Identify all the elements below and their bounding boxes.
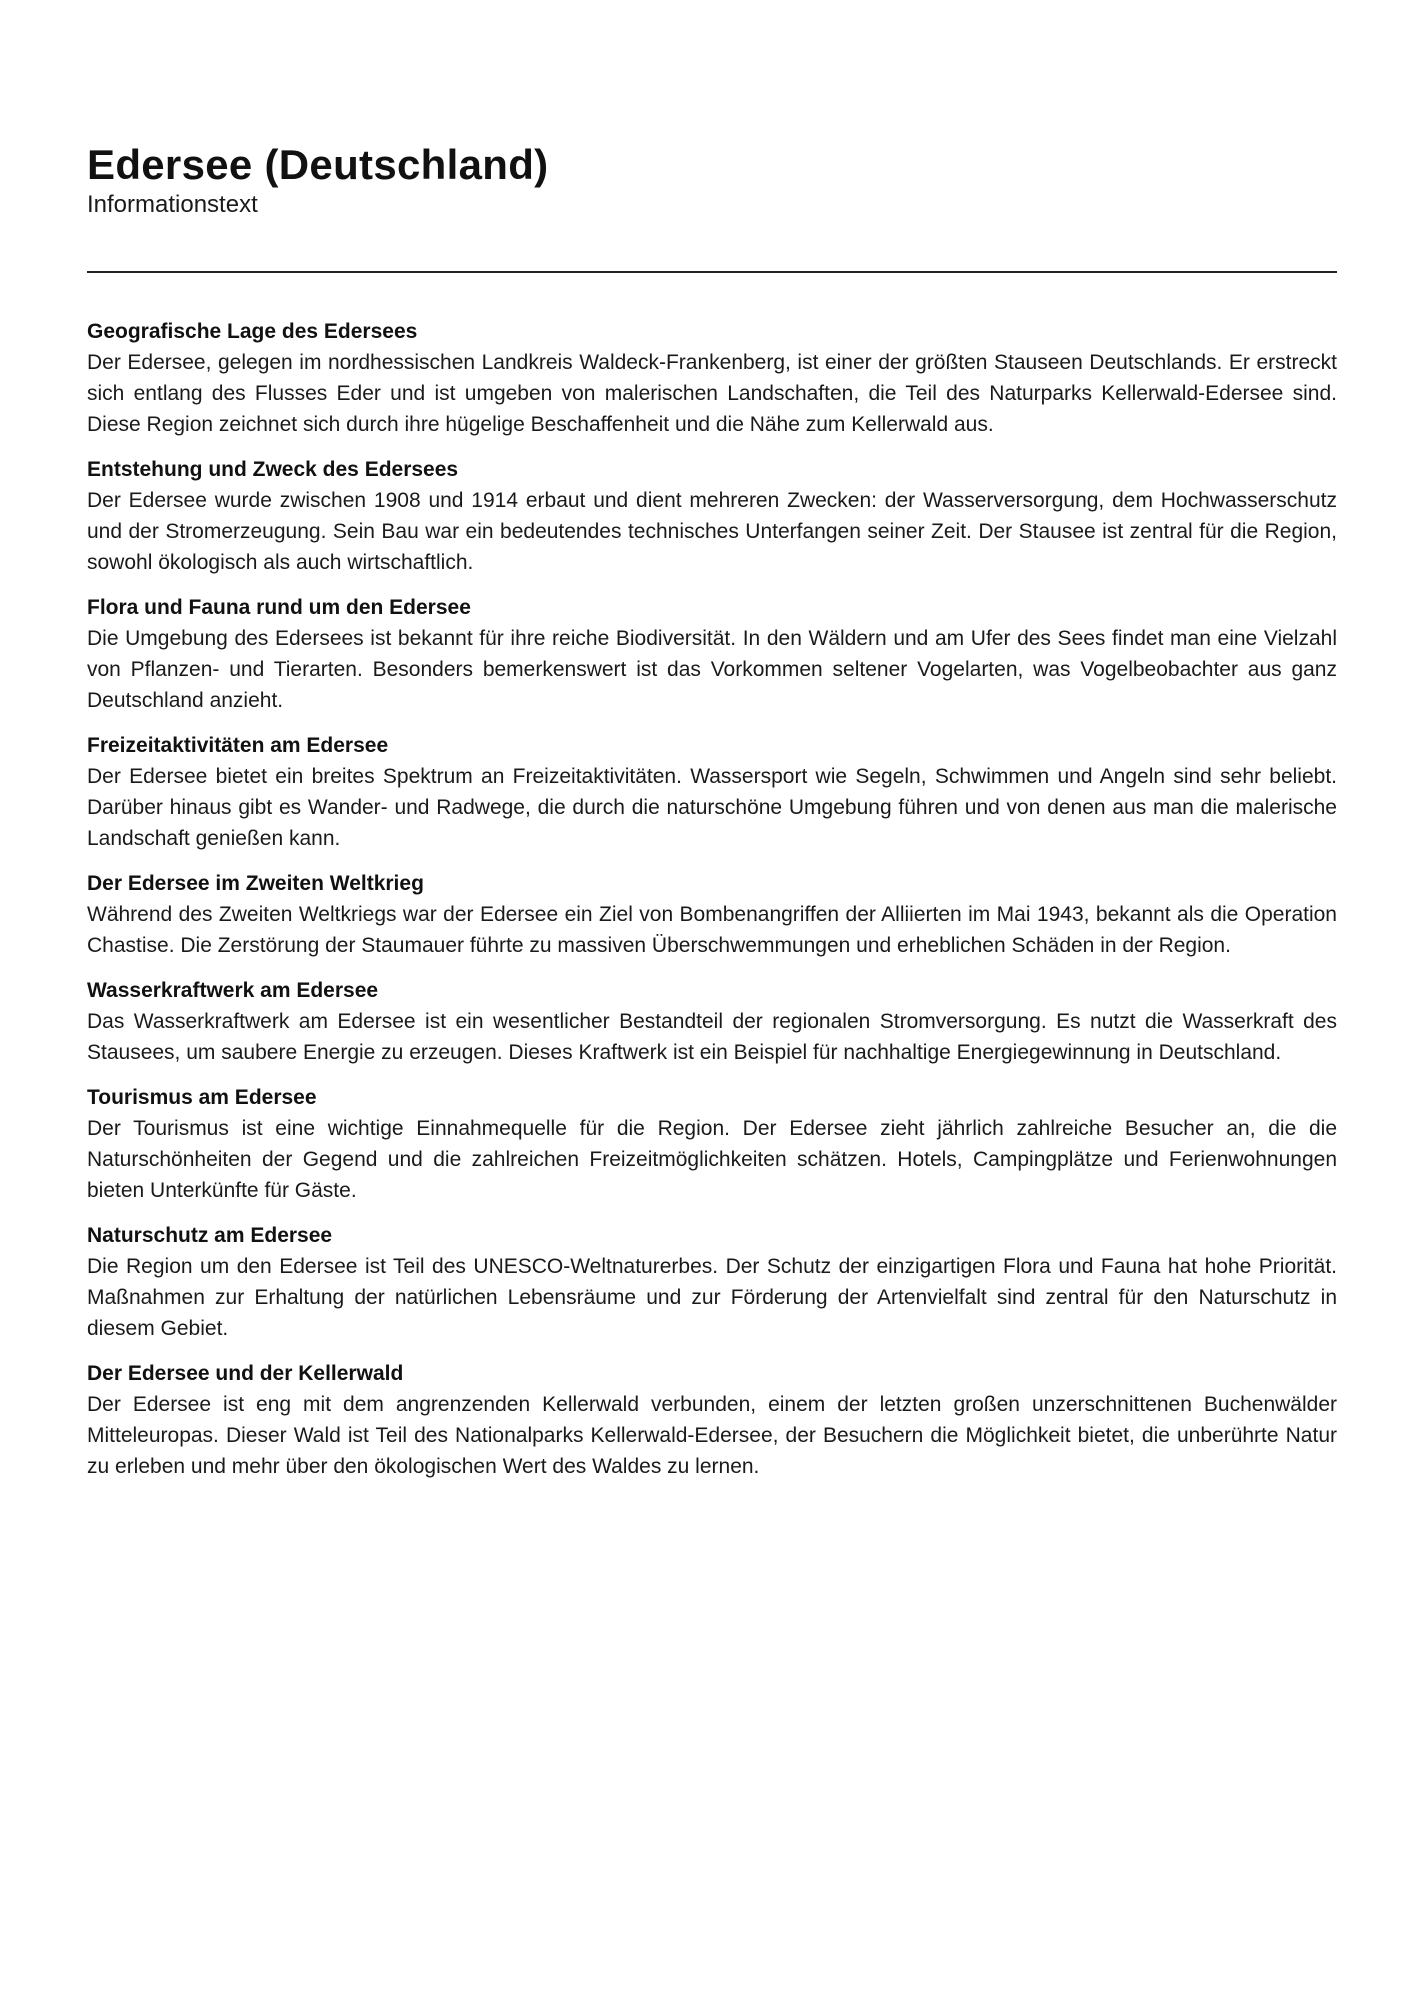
section-text: Der Edersee bietet ein breites Spektrum an Freizeitaktivitäten. Wassersport wie Segeln, Schwimmen und Angeln sind sehr beliebt. Darüber hinaus gibt es Wander- und Radwege, die durch die naturschöne Umgebung führen und von denen aus man die malerische Landschaft genießen kann. xyxy=(87,765,1337,850)
section-tourismus xyxy=(87,1082,1337,1206)
section-text: Der Edersee ist eng mit dem angrenzenden Kellerwald verbunden, einem der letzten großen unzerschnittenen Buchenwälder Mitteleuropas. Dieser Wald ist Teil des Nationalparks Kellerwald-Edersee, der Besuchern die Möglichkeit bietet, die unberührte Natur zu erleben und mehr über den ökologischen Wert des Waldes zu lernen. xyxy=(87,1393,1337,1478)
section-kellerwald xyxy=(87,1358,1337,1482)
section-text: Die Region um den Edersee ist Teil des UNESCO-Weltnaturerbes. Der Schutz der einzigartigen Flora und Fauna hat hohe Priorität. Maßnahmen zur Erhaltung der natürlichen Lebensräume und zur Förderung der Artenvielfalt sind zentral für den Naturschutz in diesem Gebiet. xyxy=(87,1255,1337,1340)
section-entstehung-und-zweck xyxy=(87,454,1337,578)
document-title: Edersee (Deutschland) xyxy=(87,141,549,188)
section-text: Der Tourismus ist eine wichtige Einnahmequelle für die Region. Der Edersee zieht jährlich zahlreiche Besucher an, die die Naturschönheiten der Gegend und die zahlreichen Freizeitmöglichkeiten schätzen. Hotels, Campingplätze und Ferienwohnungen bieten Unterkünfte für Gäste. xyxy=(87,1117,1337,1202)
section-heading: Wasserkraftwerk am Edersee xyxy=(87,979,379,1002)
section-text: Der Edersee wurde zwischen 1908 und 1914 erbaut und dient mehreren Zwecken: der Wasserversorgung, dem Hochwasserschutz und der Stromerzeugung. Sein Bau war ein bedeutendes technisches Unterfangen seiner Zeit. Der Stausee ist zentral für die Region, sowohl ökologisch als auch wirtschaftlich. xyxy=(87,489,1337,574)
section-text: Der Edersee, gelegen im nordhessischen Landkreis Waldeck-Frankenberg, ist einer der größten Stauseen Deutschlands. Er erstreckt sich entlang des Flusses Eder und ist umgeben von malerischen Landschaften, die Teil des Naturparks Kellerwald-Edersee sind. Diese Region zeichnet sich durch ihre hügelige Beschaffenheit und die Nähe zum Kellerwald aus. xyxy=(87,351,1337,436)
section-zweiter-weltkrieg xyxy=(87,868,1337,961)
section-heading: Flora und Fauna rund um den Edersee xyxy=(87,596,471,619)
section-text: Die Umgebung des Edersees ist bekannt für ihre reiche Biodiversität. In den Wäldern und am Ufer des Sees findet man eine Vielzahl von Pflanzen- und Tierarten. Besonders bemerkenswert ist das Vorkommen seltener Vogelarten, was Vogelbeobachter aus ganz Deutschland anzieht. xyxy=(87,627,1337,712)
section-heading: Geografische Lage des Edersees xyxy=(87,320,418,343)
section-freizeitaktivitaeten xyxy=(87,730,1337,854)
section-text: Das Wasserkraftwerk am Edersee ist ein wesentlicher Bestandteil der regionalen Stromversorgung. Es nutzt die Wasserkraft des Stausees, um saubere Energie zu erzeugen. Dieses Kraftwerk ist ein Beispiel für nachhaltige Energiegewinnung in Deutschland. xyxy=(87,1010,1337,1064)
section-flora-und-fauna xyxy=(87,592,1337,716)
section-wasserkraftwerk xyxy=(87,975,1337,1068)
section-heading: Der Edersee im Zweiten Weltkrieg xyxy=(87,872,424,895)
section-heading: Der Edersee und der Kellerwald xyxy=(87,1362,404,1385)
section-geografische-lage xyxy=(87,316,1337,440)
document-body xyxy=(87,316,1337,1496)
header-divider xyxy=(87,271,1337,273)
section-heading: Tourismus am Edersee xyxy=(87,1086,317,1109)
section-naturschutz xyxy=(87,1220,1337,1344)
section-heading: Freizeitaktivitäten am Edersee xyxy=(87,734,389,757)
section-heading: Naturschutz am Edersee xyxy=(87,1224,333,1247)
section-text: Während des Zweiten Weltkriegs war der Edersee ein Ziel von Bombenangriffen der Alliierten im Mai 1943, bekannt als die Operation Chastise. Die Zerstörung der Staumauer führte zu massiven Überschwemmungen und erheblichen Schäden in der Region. xyxy=(87,903,1337,957)
document-subtitle: Informationstext xyxy=(87,191,258,218)
section-heading: Entstehung und Zweck des Edersees xyxy=(87,458,459,481)
